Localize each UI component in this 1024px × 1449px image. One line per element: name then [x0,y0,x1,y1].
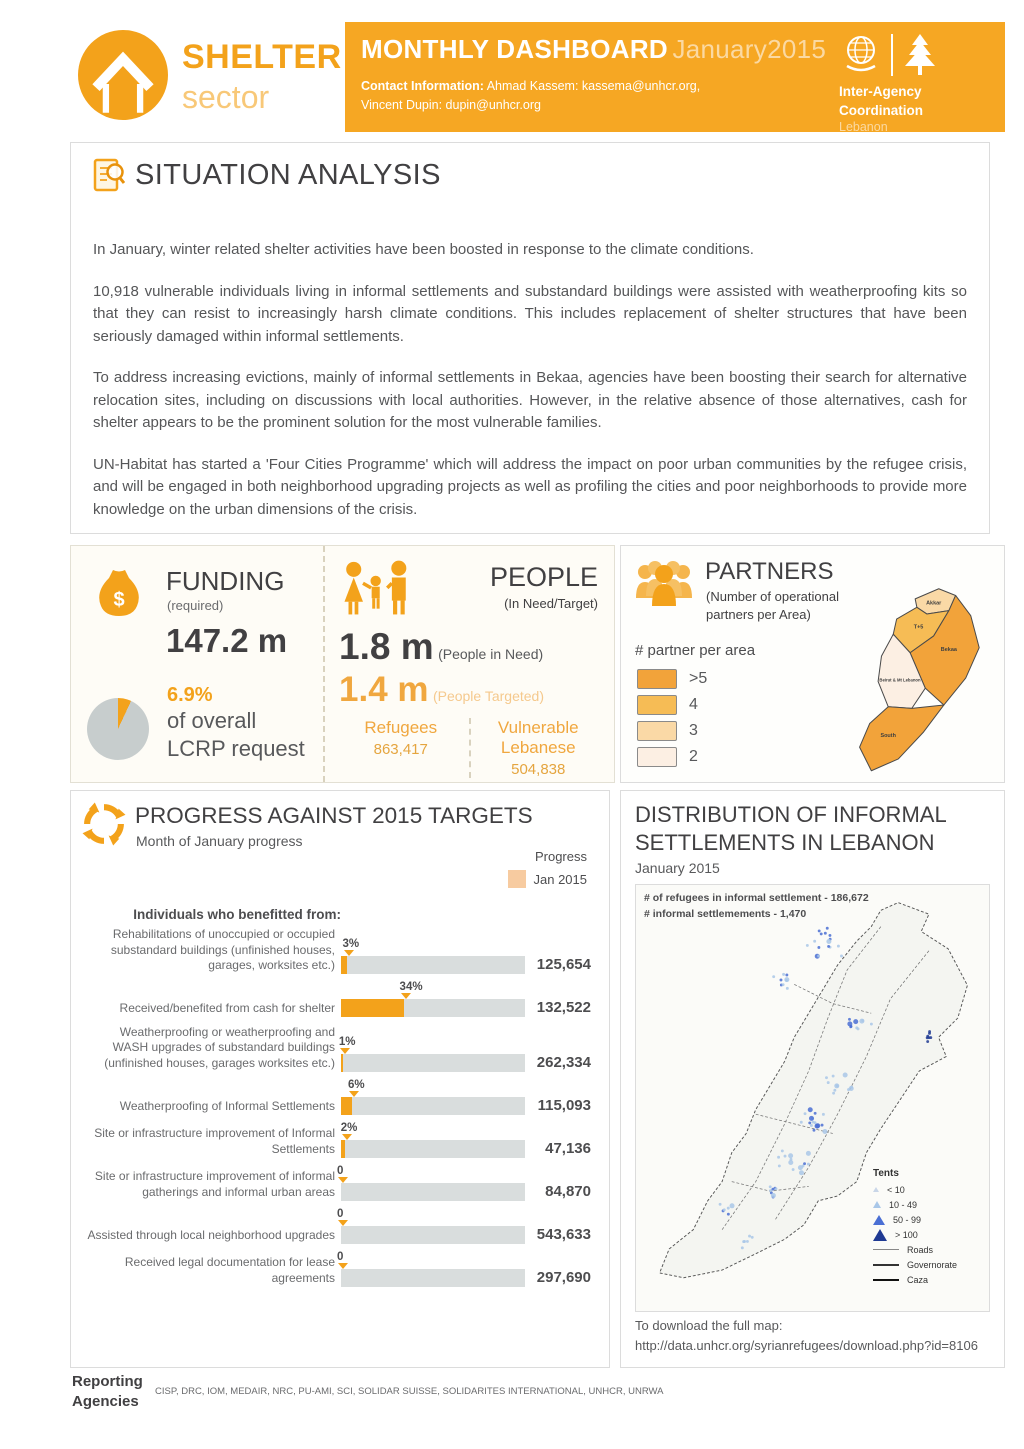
progress-cycle-icon [81,801,127,847]
row-label: Received/benefited from cash for shelter [119,1001,335,1016]
partners-subtitle: (Number of operational partners per Area) [706,589,839,622]
tents-legend [873,1168,981,1287]
contact-line1: Ahmad Kassem: kassema@unhcr.org, [486,79,701,93]
progress-bar [341,1226,525,1244]
legend-row [637,666,707,692]
situation-paragraph: To address increasing evictions, mainly of informal settlements in Bekaa, agencies have been boosting their search for alternative relocation sites, including on discussions with local authorities. However, in the relative absence of those alternatives, cash for shelter appears to be the prominent solution for the most vulnerable families. [93,369,967,431]
people-targeted [339,670,544,710]
situation-title: SITUATION ANALYSIS [135,158,441,191]
pct-marker: 0 [337,1252,348,1270]
group-label: Individuals who benefitted from: [133,907,341,922]
row-value: 297,690 [536,1268,591,1286]
family-icon [341,560,415,618]
lebanese-value: 504,838 [511,761,566,778]
progress-row [83,1123,597,1158]
logo-text [182,38,342,116]
row-label: Assisted through local neighborhood upgrades [87,1227,335,1242]
region-label-south: South [880,733,896,740]
situation-paragraph: 10,918 vulnerable individuals living in informal settlements and substandard buildings were assisted with weatherproofing kits so that they can resist to increasingly harsh climate conditions. This includes replacement of shelter structures that have been seriously damaged within informal settlements. [93,282,967,345]
un-logo-icon [839,32,883,78]
row-label: Weatherproofing or weatherproofing and WASH upgrades of substandard buildings (unfinished houses, garages worksites etc.) [104,1024,335,1070]
region-label-bekaa: Bekaa [940,647,957,654]
refugees-label: Refugees [364,718,438,737]
download-block [635,1316,978,1355]
map-stats [644,891,869,923]
row-value: 543,633 [536,1225,591,1243]
partners-group-icon [631,558,697,614]
progress-legend [508,849,588,888]
row-value: 262,334 [536,1053,591,1071]
progress-row [83,1166,597,1201]
people-targeted-value: 1.4 m [339,670,429,709]
row-value: 132,522 [536,998,591,1016]
funding-pie-chart [87,698,149,760]
progress-rows [83,927,597,1295]
pct-marker: 0 [337,1209,348,1227]
agency-line1: Inter-Agency [839,84,922,99]
inter-agency-block [839,30,989,134]
progress-bar [341,1097,525,1115]
line-label: Caza [907,1274,929,1285]
refugees-in-settlements-stat: # of refugees in informal settlement - 186,672 [644,892,869,904]
pct-marker: 0 [337,1166,348,1184]
lebanese-label: Vulnerable Lebanese [497,718,579,757]
legend-swatch-4 [637,695,677,715]
row-label: Weatherproofing of Informal Settlements [119,1098,335,1113]
house-icon [78,30,168,120]
cedar-logo-icon [901,32,939,78]
sector-name: SHELTER [182,38,342,76]
agency-line2: Coordination [839,103,923,118]
funding-people-panel [70,545,615,783]
dashboard-period: January2015 [672,34,827,64]
progress-subtitle: Month of January progress [136,833,303,849]
progress-legend-title: Progress [534,849,587,864]
download-label: To download the full map: [635,1318,783,1333]
legend-swatch-2 [637,747,677,767]
row-value: 125,654 [536,955,591,973]
reporting-agencies-label: Reporting Agencies [72,1373,143,1410]
jan2015-swatch [508,870,526,888]
download-link[interactable]: http://data.unhcr.org/syrianrefugees/download.php?id=8106 [635,1337,978,1353]
funding-amount: 147.2 m [166,622,288,659]
reporting-agencies-list: CISP, DRC, IOM, MEDAIR, NRC, PU-AMI, SCI, SOLIDAR SUISSE, SOLIDARITES INTERNATIONAL, UNHCR, UNRWA [155,1386,664,1397]
document-magnifier-icon [93,157,125,193]
people-in-need-label: (People in Need) [438,646,544,662]
funding-desc1: of overall [167,708,257,733]
progress-panel [70,790,610,1368]
contact-info [361,77,781,115]
legend-row [637,744,707,770]
jan2015-label: Jan 2015 [533,871,587,887]
distribution-subtitle: January 2015 [635,860,720,876]
row-label: Site or infrastructure improvement of Informal Settlements [94,1126,335,1156]
tent-triangle-icon [873,1187,879,1192]
progress-row [83,927,597,974]
progress-bar [341,1183,525,1201]
distribution-title: DISTRIBUTION OF INFORMAL SETTLEMENTS IN LEBANON [635,802,946,855]
row-value: 115,093 [537,1096,591,1114]
tent-bin-label: < 10 [887,1184,905,1195]
row-value: 84,870 [545,1182,591,1200]
tents-legend-title: Tents [873,1168,899,1179]
progress-bar [341,1140,525,1158]
roads-line-icon [873,1249,899,1250]
distribution-map-box [635,884,990,1312]
region-label-beirut-mtlebanon: Beirut & Mt Lebanon [879,677,921,683]
region-label-t5: T+5 [913,624,924,631]
legend-row [637,718,707,744]
line-label: Roads [907,1244,934,1255]
situation-paragraph: UN-Habitat has started a 'Four Cities Programme' which will address the impact on poor urban communities by the refugee crisis, and will be engaged in both neighborhood upgrading projects as well as profiling the cities and poor neighborhoods to provide more knowledge on the urban dimensions of the crisis. [93,455,967,518]
legend-label: 3 [689,722,698,739]
refugees-value: 863,417 [373,741,428,758]
partners-panel [620,545,1005,783]
distribution-panel [620,790,1005,1368]
progress-bar [341,1054,525,1072]
svg-text:$: $ [113,589,125,611]
partners-legend-title: # partner per area [635,642,756,659]
governorate-line-icon [873,1264,899,1266]
vulnerable-lebanese-stat [469,718,607,778]
pct-marker: 6% [348,1080,365,1098]
legend-row [637,692,707,718]
pct-marker: 2% [341,1123,358,1141]
tent-triangle-icon [873,1201,881,1208]
progress-row [83,982,597,1017]
settlements-count-stat: # informal settlemements - 1,470 [644,907,807,920]
funding-desc2: LCRP request [167,736,305,761]
pct-marker: 34% [400,982,423,1000]
legend-label: >5 [689,670,708,687]
people-in-need-value: 1.8 m [339,626,434,667]
situation-paragraph: In January, winter related shelter activities have been boosted in response to the climate conditions. [93,241,754,258]
tent-bin-label: > 100 [895,1229,918,1240]
row-label: Site or infrastructure improvement of informal gatherings and informal urban areas [94,1169,335,1199]
shelter-sector-logo [78,30,168,120]
progress-row [83,1209,597,1244]
line-label: Governorate [907,1259,958,1270]
money-bag-icon [89,562,149,622]
pct-marker: 3% [343,939,360,957]
sector-subtitle: sector [182,79,270,115]
logo-divider [891,34,893,76]
contact-label: Contact Information: [361,79,484,93]
progress-bar [341,956,525,974]
tent-triangle-icon [873,1215,885,1225]
agency-line3: Lebanon [839,120,888,134]
progress-bar [341,999,525,1017]
people-section [323,546,614,782]
row-label: Rehabilitations of unoccupied or occupied substandard buildings (unfinished houses, garages, worksites etc.) [110,927,335,973]
row-label: Received legal documentation for lease agreements [124,1255,335,1285]
people-in-need [339,626,543,668]
people-targeted-label: (People Targeted) [432,688,544,704]
partners-map [800,582,1000,780]
pct-marker: 1% [339,1037,356,1055]
progress-bar [341,1269,525,1287]
partners-title: PARTNERS [705,558,834,585]
tent-bin-label: 50 - 99 [893,1214,922,1225]
legend-swatch-3 [637,721,677,741]
funding-title: FUNDING [166,566,285,596]
funding-subtitle: (required) [167,598,224,613]
legend-label: 4 [689,696,698,713]
funding-section [71,546,323,782]
tent-bin-label: 10 - 49 [889,1199,918,1210]
progress-row [83,1080,597,1115]
tent-triangle-icon [873,1229,887,1241]
caza-line-icon [873,1279,899,1281]
situation-text [93,239,967,521]
region-label-akkar: Akkar [926,600,942,607]
contact-line2: Vincent Dupin: dupin@unhcr.org [361,97,541,112]
progress-row [83,1252,597,1287]
legend-swatch-gt5 [637,669,677,689]
refugees-stat [333,718,469,778]
header-banner [345,22,1005,132]
dashboard-title: MONTHLY DASHBOARD [361,34,669,64]
people-title: PEOPLE [489,562,598,592]
row-value: 47,136 [545,1139,591,1157]
situation-analysis-panel [70,142,990,534]
progress-title: PROGRESS AGAINST 2015 TARGETS [135,803,533,828]
legend-label: 2 [689,748,698,765]
progress-row [83,1025,597,1072]
partners-legend [637,666,707,770]
people-subtitle: (In Need/Target) [504,596,598,611]
funding-percent: 6.9% [167,684,213,706]
